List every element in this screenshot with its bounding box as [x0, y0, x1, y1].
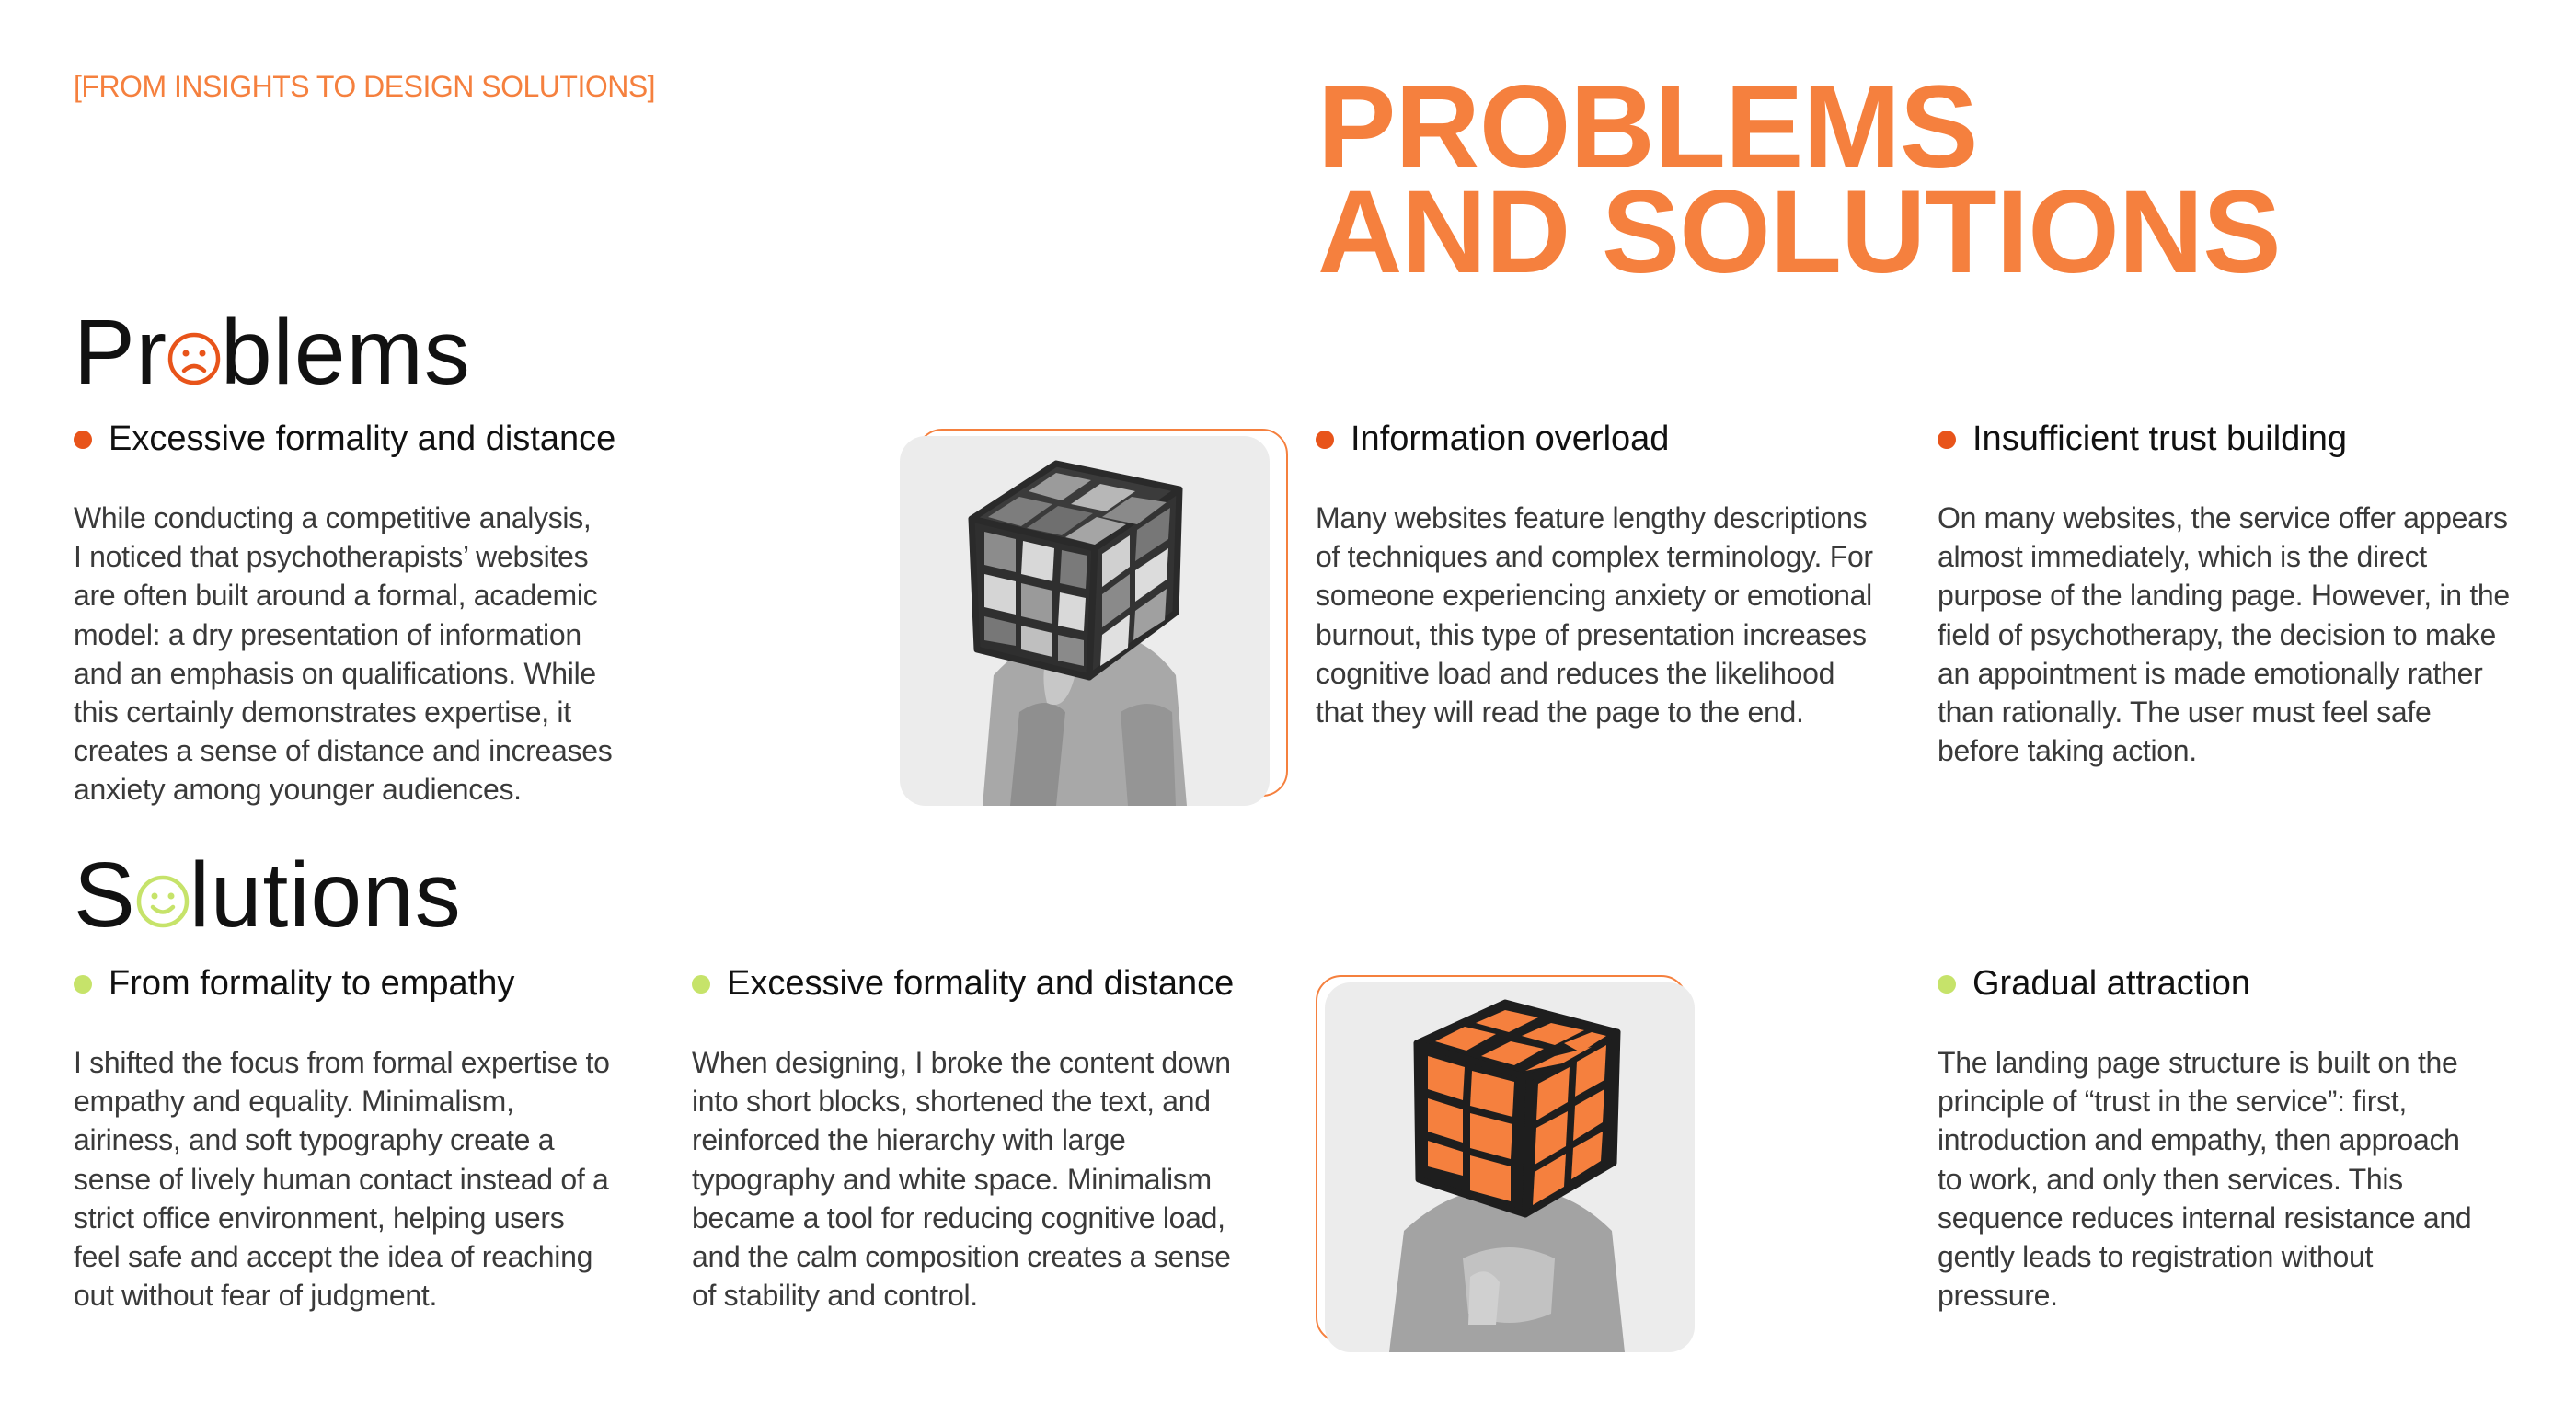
- text-line: principle of “trust in the service”: first,: [1938, 1085, 2407, 1119]
- text-line: anxiety among younger audiences.: [74, 773, 522, 807]
- solution-2-text: [692, 1043, 1281, 1315]
- text-line: Many websites feature lengthy descriptions: [1316, 501, 1868, 534]
- problem-2-heading: [1316, 419, 1669, 459]
- text-line: I noticed that psychotherapists’ websites: [74, 540, 589, 574]
- solution-3-text: [1938, 1043, 2545, 1315]
- solution-bullet-icon: [692, 975, 710, 994]
- problems-heading-part-2: blems: [221, 301, 471, 404]
- page-title: [1317, 62, 2281, 298]
- solution-3-heading: [1938, 964, 2250, 1004]
- text-line: to work, and only then services. This: [1938, 1162, 2403, 1196]
- text-line: The landing page structure is built on the: [1938, 1046, 2458, 1079]
- problem-bullet-icon: [1316, 431, 1334, 449]
- solution-1-heading-text: From formality to empathy: [109, 964, 515, 1003]
- solution-2-heading: [692, 964, 1234, 1004]
- problem-bullet-icon: [74, 431, 92, 449]
- text-line: strict office environment, helping users: [74, 1200, 565, 1235]
- problem-3-heading-text: Insufficient trust building: [1972, 419, 2347, 458]
- problem-bullet-icon: [1938, 431, 1956, 449]
- smile-face-icon: [136, 846, 190, 948]
- solution-bullet-icon: [74, 975, 92, 994]
- text-line: sequence reduces internal resistance and: [1938, 1200, 2472, 1235]
- text-line: and the calm composition creates a sense: [692, 1240, 1231, 1274]
- solution-3-heading-text: Gradual attraction: [1972, 964, 2251, 1003]
- text-line: an appointment is made emotionally rather: [1938, 656, 2483, 690]
- text-line: are often built around a formal, academic: [74, 579, 598, 613]
- solutions-heading-part-2: lutions: [189, 844, 462, 947]
- solution-2-heading-text: Excessive formality and distance: [727, 964, 1235, 1003]
- problem-2-heading-text: Information overload: [1351, 419, 1670, 458]
- text-line: purpose of the landing page. However, in the: [1938, 579, 2510, 613]
- text-line: sense of lively human contact instead of a: [74, 1162, 609, 1196]
- solutions-heading-part-1: S: [74, 844, 136, 947]
- text-line: of techniques and complex terminology. For: [1316, 540, 1873, 574]
- text-line: I shifted the focus from formal expertise to: [74, 1046, 610, 1079]
- problem-1-heading: [74, 419, 615, 459]
- text-line: feel safe and accept the idea of reaching: [74, 1240, 593, 1274]
- text-line: reinforced the hierarchy with large: [692, 1123, 1126, 1157]
- text-line: typography and white space. Minimalism: [692, 1162, 1212, 1196]
- text-line: cognitive load and reduces the likelihood: [1316, 656, 1835, 690]
- problem-2-text: [1316, 499, 1904, 731]
- page-title-line-2: AND SOLUTIONS: [1317, 167, 2281, 298]
- text-line: became a tool for reducing cognitive load,: [692, 1200, 1225, 1235]
- text-line: creates a sense of distance and increases: [74, 734, 613, 768]
- text-line: than rationally. The user must feel safe: [1938, 695, 2432, 729]
- page-title-line-1: PROBLEMS: [1317, 62, 1978, 193]
- text-line: gently leads to registration without: [1938, 1240, 2374, 1274]
- problems-photo-card: [900, 436, 1270, 806]
- text-line: pressure.: [1938, 1279, 2058, 1313]
- text-line: introduction and empathy, then approach: [1938, 1123, 2460, 1157]
- problems-heading: [74, 302, 471, 410]
- text-line: almost immediately, which is the direct: [1938, 540, 2427, 574]
- problems-heading-part-1: Pr: [74, 301, 167, 404]
- text-line: While conducting a competitive analysis,: [74, 501, 592, 534]
- problem-3-text: [1938, 499, 2545, 770]
- sad-face-icon: [167, 304, 221, 405]
- text-line: When designing, I broke the content down: [692, 1046, 1231, 1079]
- text-line: into short blocks, shortened the text, and: [692, 1085, 1211, 1119]
- solutions-photo: [1325, 982, 1695, 1352]
- solution-1-text: [74, 1043, 681, 1315]
- text-line: and an emphasis on qualifications. While: [74, 656, 596, 690]
- text-line: model: a dry presentation of information: [74, 617, 581, 651]
- solutions-heading: [74, 844, 462, 953]
- problem-3-heading: [1938, 419, 2347, 459]
- text-line: out without fear of judgment.: [74, 1279, 438, 1313]
- text-line: burnout, this type of presentation increases: [1316, 617, 1867, 651]
- text-line: before taking action.: [1938, 734, 2197, 768]
- text-line: field of psychotherapy, the decision to make: [1938, 617, 2497, 651]
- text-line: this certainly demonstrates expertise, it: [74, 695, 571, 729]
- problem-1-text: [74, 499, 662, 810]
- text-line: someone experiencing anxiety or emotional: [1316, 579, 1872, 613]
- text-line: that they will read the page to the end.: [1316, 695, 1804, 729]
- solutions-photo-card: [1321, 982, 1691, 1352]
- problem-1-heading-text: Excessive formality and distance: [109, 419, 616, 458]
- text-line: airiness, and soft typography create a: [74, 1123, 555, 1157]
- solution-1-heading: [74, 964, 514, 1004]
- eyebrow-label: [FROM INSIGHTS TO DESIGN SOLUTIONS]: [74, 70, 656, 103]
- problems-photo: [900, 436, 1270, 806]
- solution-bullet-icon: [1938, 975, 1956, 994]
- text-line: of stability and control.: [692, 1279, 978, 1313]
- text-line: On many websites, the service offer appears: [1938, 501, 2508, 534]
- text-line: empathy and equality. Minimalism,: [74, 1085, 514, 1119]
